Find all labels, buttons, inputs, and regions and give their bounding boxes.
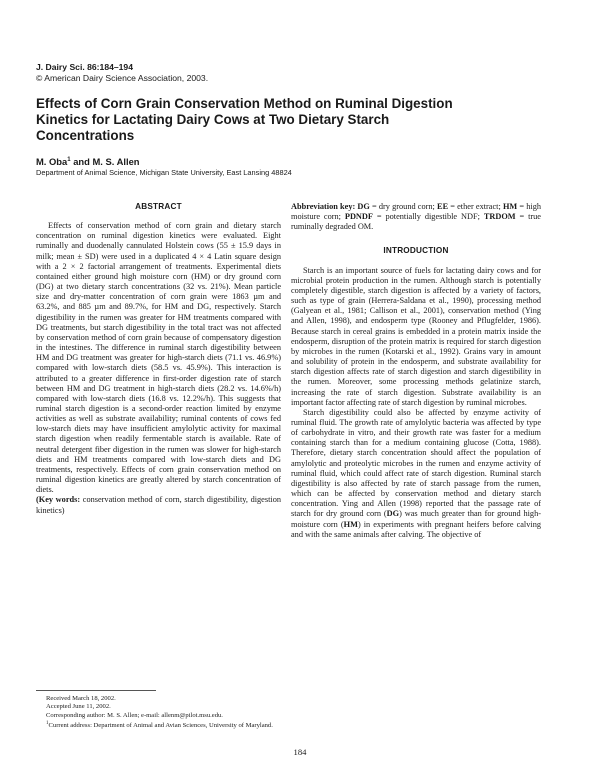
keywords: [36, 495, 281, 515]
abbreviation-key: Abbreviation key: DG = dry ground corn; EE = ether extract; HM = high moisture corn; PDNDF = potentially digestible NDF; TRDOM = true ruminally degraded OM.: [291, 202, 542, 232]
author-list: [36, 156, 140, 167]
footnote-received: Received March 18, 2002.: [46, 695, 116, 702]
left-column: [36, 202, 281, 516]
footnote-accepted: Accepted June 11, 2002.: [46, 703, 111, 711]
introduction-paragraph-2: Starch digestibility could also be affected by enzyme activity of ruminal fluid. The growth rate of amylolytic bacteria was affected by type of carbohydrate in vitro, and their growth rate was faster for a medium containing starch than for a medium containing glucose (Cotta, 1988). Therefore, dietary starch concentration should affect the population of amylolytic and proteolytic microbes in the rumen and enzyme activity of ruminal fluid, which could affect rate of starch digestion. Ruminal starch digestibility is also affected by rate of starch passage from the rumen, which can be affected by conservation method and dietary starch concentration. Ying and Allen (1998) reported that the passage rate of starch for dry ground corn (DG) was much greater than for ground high-moisture corn (HM) in experiments with pregnant heifers before calving and with the same animals after calving. The objective of: [291, 407, 541, 539]
footnotes: [36, 690, 281, 731]
journal-copyright: © American Dairy Science Association, 2003.: [36, 73, 209, 83]
author-rest: and M. S. Allen: [70, 156, 140, 167]
introduction-paragraph-1: Starch is an important source of fuels for lactating dairy cows and for microbial protein production in the rumen. Although starch is potentially completely digestible, starch digestion is affected by a variety of factors, such as type of grain (Herrera-Saldana et al., 1990), processing method (Galyean et al., 1981; Callison et al., 2001), conservation method (Ying and Allen, 1998), and endosperm type (Rooney and Pflugfelder, 1986). Because starch in cereal grains is embedded in a protein matrix inside the endosperm, disruption of the protein matrix is required for starch digestion by microbes in the rumen (Kotarski et al., 1992). Grains vary in amount and solubility of protein in the endosperm, and substrate availability for starch digestion affects rate of starch digestion and starch digestibility in the rumen. Moreover, some processing methods gelatinize starch, increasing the rate of starch digestion. Substrate availability is an important factor affecting rate of starch digestion by ruminal microbes.: [291, 265, 541, 407]
footnote-rule: [36, 690, 156, 691]
journal-header: [36, 62, 436, 84]
footnote-corresponding: Corresponding author: M. S. Allen; e-mail: allenm@pilot.msu.edu.: [46, 711, 223, 719]
author-footnote-mark: 1: [67, 156, 71, 163]
abstract-text: Effects of conservation method of corn grain and dietary starch concentration on ruminal digestion kinetics were evaluated. Eight ruminally and duodenally cannulated Holstein cows (55 ± 15.9 days in milk; mean ± SD) were used in a duplicated 4 × 4 Latin square design with a 2 × 2 factorial arrangement of treatments. Experimental diets contained either ground high moisture corn (HM) or dry ground corn (DG) at two dietary starch concentrations (32 vs. 21%). Mean particle size and dry-matter concentration of corn grain were 1863 µm and 63.2%, and 885 µm and 89.7%, for HM and DG, respectively. Starch digestibility in the rumen was greater for HM treatments compared with DG treatments, but starch digestibility in the total tract was not affected by conservation method of corn grain because of compensatory digestion in the intestines. The difference in ruminal starch digestibility between HM and DG treatment was greater for high-starch diets (71.1 vs. 46.9%) compared with low-starch diets (58.5 vs. 45.9%). This interaction is attributed to a greater difference in first-order digestion rate of starch between HM and DG treatment in high-starch diets (28.2 vs. 14.6%/h) compared with low-starch diets (16.8 vs. 12.2%/h). This suggests that ruminal starch digestion is a second-order reaction limited by enzyme activities as well as substrate availability; ruminal contents of cows fed low-starch diets may have insufficient amylolytic activity for maximal starch digestion when readily fermentable starch is available. Rate of neutral detergent fiber digestion in the rumen was slower for high-starch diets and HM treatments compared with low-starch diets and DG treatments, respectively. Effects of corn grain conservation method on ruminal digestion kinetics are greatly altered by starch concentration of diets.: [36, 221, 281, 495]
keywords-label: (Key words:: [36, 495, 81, 505]
page-number: 184: [293, 747, 307, 757]
keywords-text: conservation method of corn, starch digestibility, digestion kinetics): [36, 495, 281, 515]
right-column: [291, 202, 541, 540]
journal-citation: J. Dairy Sci. 86:184–194: [36, 62, 133, 72]
author-first: M. Oba: [36, 156, 68, 167]
abbreviation-key-label: Abbreviation key:: [291, 202, 356, 211]
affiliation: Department of Animal Science, Michigan State University, East Lansing 48824: [36, 168, 292, 177]
footnote-current-address: $^1$Current address: Department of Animal and Avian Sciences, University of Maryland.: [46, 721, 273, 730]
abstract-heading: ABSTRACT: [135, 202, 182, 211]
introduction-heading: INTRODUCTION: [383, 246, 449, 256]
paper-title: Effects of Corn Grain Conservation Method on Ruminal Digestion Kinetics for Lactating Dairy Cows at Two Dietary Starch Concentrations: [36, 96, 453, 143]
